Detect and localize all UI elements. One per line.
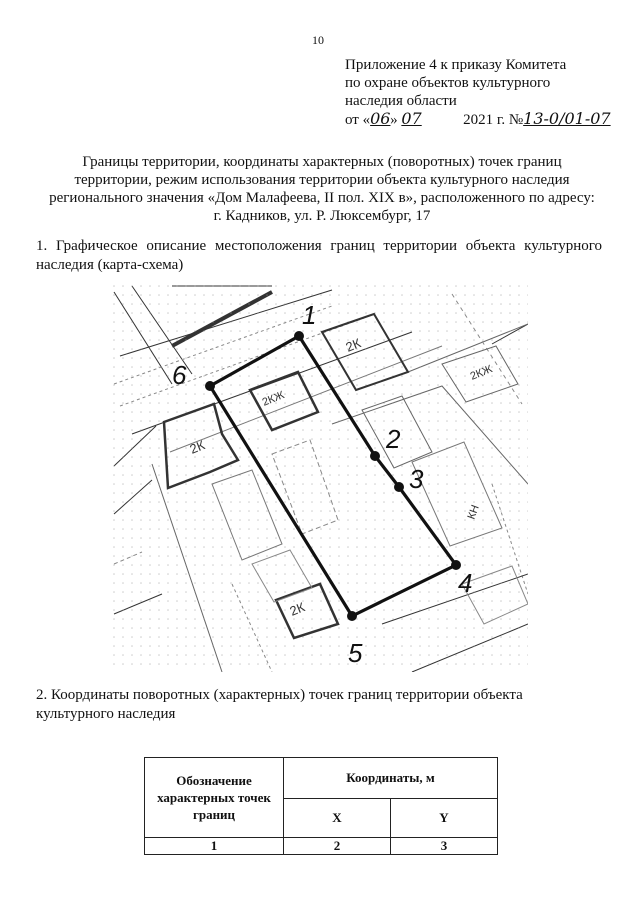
building-label: 2К: [287, 599, 307, 619]
appendix-line-2: по охране объектов культурного: [345, 75, 551, 91]
appendix-line-1: Приложение 4 к приказу Комитета: [345, 57, 567, 73]
section-1-heading: 1. Графическое описание местоположения границ территории объекта культурного наследия (карта-схема): [36, 238, 602, 273]
date-prefix: от «: [345, 112, 371, 128]
point-1-label: 1: [302, 300, 317, 330]
section-2-heading: 2. Координаты поворотных (характерных) точек границ территории объекта культурного наследия: [36, 687, 523, 722]
point-1-marker: [294, 331, 304, 341]
y-header: Y: [391, 799, 498, 838]
point-4-label: 4: [458, 568, 473, 598]
date-month: 07: [401, 109, 422, 128]
site-map: [112, 284, 528, 672]
building-label: 2К: [187, 437, 207, 457]
point-2-marker: [370, 451, 380, 461]
building-label: 2КЖ: [260, 389, 287, 409]
building-label: 2К: [343, 335, 363, 355]
point-6-marker: [205, 381, 215, 391]
point-6-label: 6: [172, 360, 187, 390]
point-5-marker: [347, 611, 357, 621]
point-3-label: 3: [409, 464, 424, 494]
column-number: 3: [391, 838, 498, 855]
point-5-label: 5: [348, 638, 363, 668]
column-number: 1: [145, 838, 284, 855]
point-3-marker: [394, 482, 404, 492]
date-day: 06: [370, 109, 391, 128]
order-number: 13-0/01-07: [523, 109, 611, 128]
column-number: 2: [284, 838, 391, 855]
coordinates-table: [144, 757, 498, 855]
building-label: КН: [465, 503, 482, 522]
appendix-date-line: [345, 110, 611, 129]
appendix-line-3: наследия области: [345, 93, 457, 109]
date-mid: »: [390, 112, 398, 128]
point-2-label: 2: [386, 424, 401, 454]
points-designation-header: Обозначение характерных точек границ: [145, 758, 284, 838]
x-header: X: [284, 799, 391, 838]
coordinates-header: Координаты, м: [284, 758, 498, 799]
appendix-header: [345, 56, 611, 129]
document-title: Границы территории, координаты характерных (поворотных) точек границ территории, режим использования территории объекта культурного наследия регионального значения «Дом Малафеева, II пол. XIX в», расположенного по адресу: г. Кадников, ул. Р. Люксембург, 17: [49, 154, 595, 224]
page-number: 10: [312, 33, 324, 47]
building-label: 2КЖ: [468, 363, 495, 383]
date-year: 2021 г. №: [463, 112, 524, 128]
